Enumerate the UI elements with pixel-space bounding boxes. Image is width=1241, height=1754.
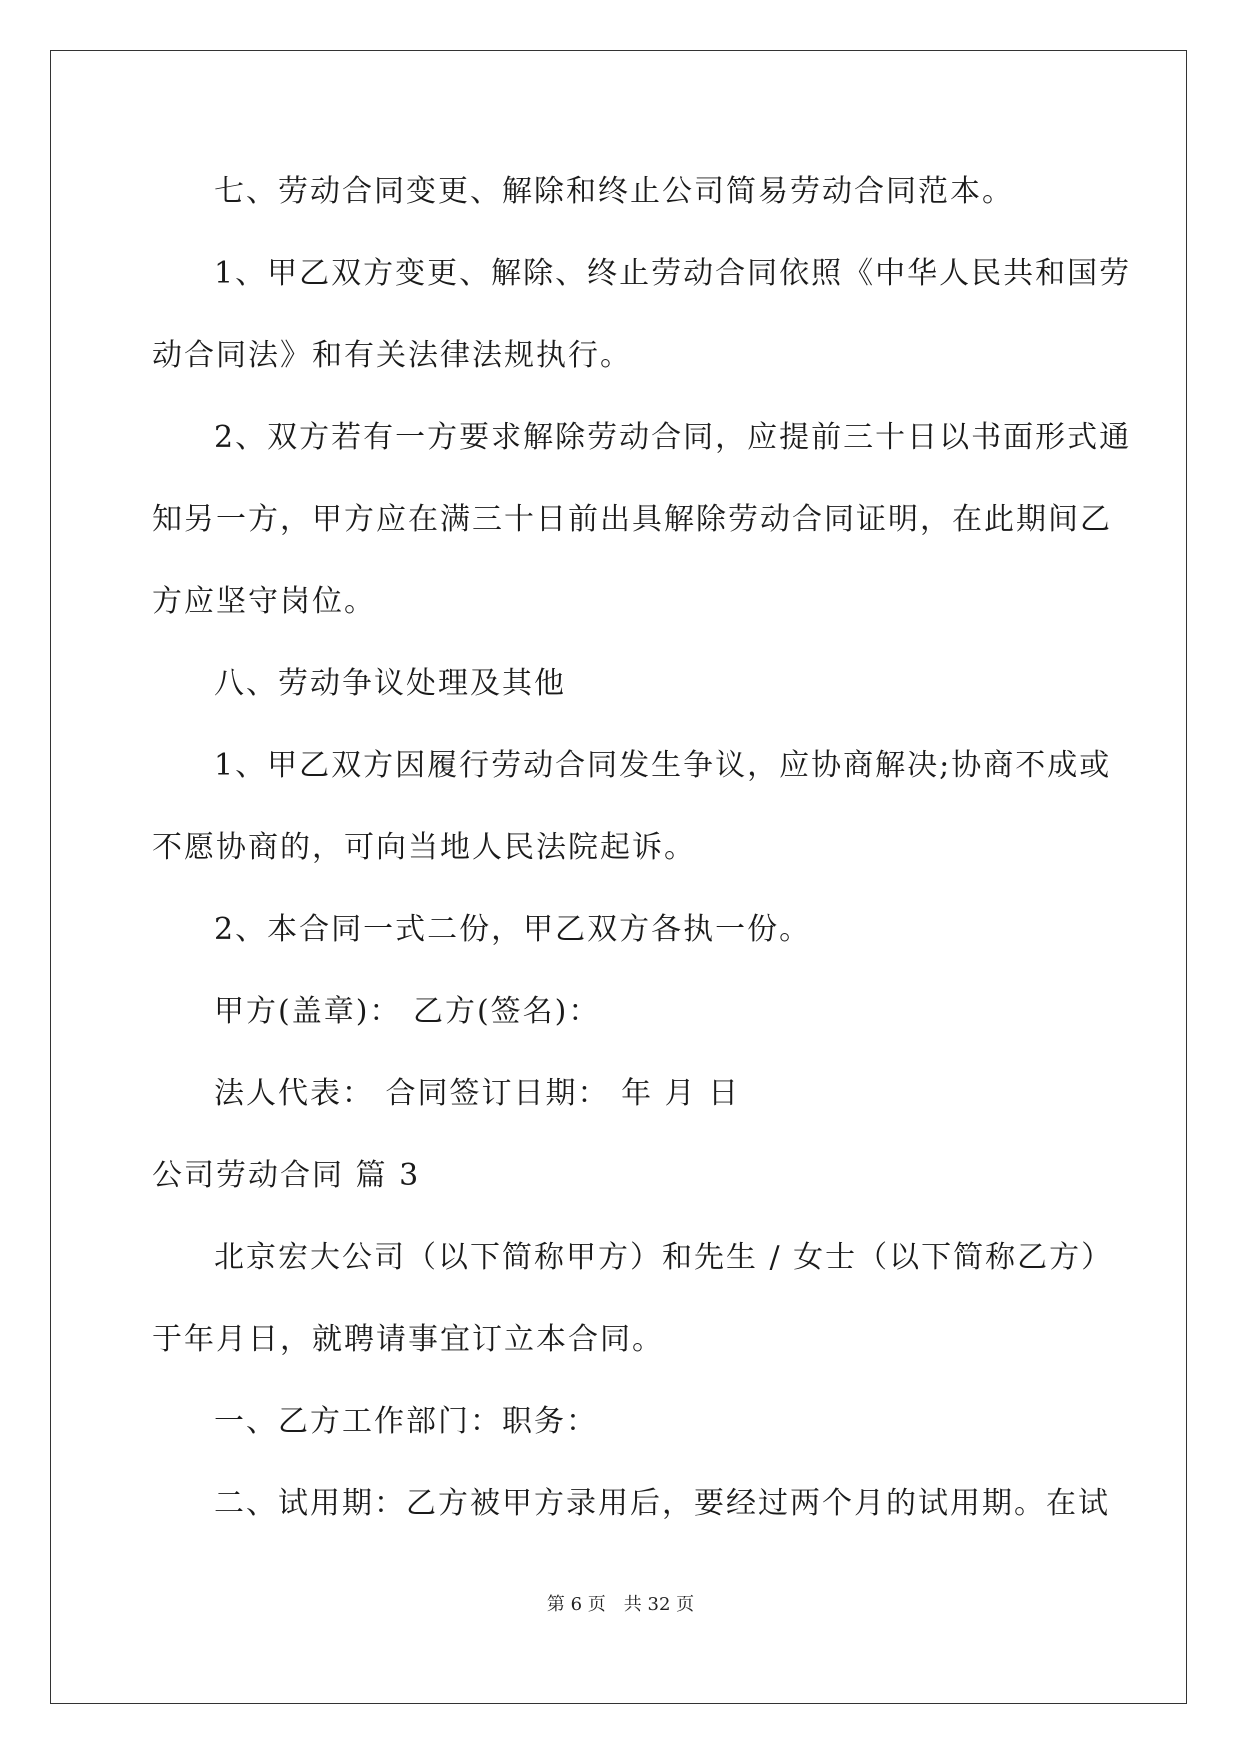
paragraph-line: 2、本合同一式二份，甲乙双方各执一份。: [214, 912, 812, 947]
paragraph-line: 知另一方，甲方应在满三十日前出具解除劳动合同证明，在此期间乙: [152, 502, 1112, 537]
clause-8-heading: 八、劳动争议处理及其他: [214, 666, 566, 701]
page-total: 共 32 页: [623, 1594, 695, 1615]
section-title: 公司劳动合同 篇 3: [152, 1158, 421, 1193]
paragraph-line: 二、试用期：乙方被甲方录用后，要经过两个月的试用期。在试: [214, 1486, 1110, 1521]
paragraph-line: 2、双方若有一方要求解除劳动合同，应提前三十日以书面形式通: [214, 420, 1132, 455]
paragraph-line: 1、甲乙双方变更、解除、终止劳动合同依照《中华人民共和国劳: [214, 256, 1132, 291]
paragraph-line: 不愿协商的，可向当地人民法院起诉。: [152, 830, 696, 865]
paragraph-line: 动合同法》和有关法律法规执行。: [152, 338, 632, 373]
paragraph-line: 方应坚守岗位。: [152, 584, 376, 619]
paragraph-line: 北京宏大公司（以下简称甲方）和先生 / 女士（以下简称乙方）: [214, 1240, 1114, 1275]
signature-line-parties: 甲方(盖章)： 乙方(签名)：: [214, 994, 601, 1029]
paragraph-line: 一、乙方工作部门：职务：: [214, 1404, 598, 1439]
page-footer: [0, 1593, 1241, 1617]
signature-line-date: 法人代表： 合同签订日期： 年 月 日: [214, 1076, 741, 1111]
paragraph-line: 于年月日，就聘请事宜订立本合同。: [152, 1322, 664, 1357]
page-border: [50, 50, 1187, 1704]
page-number: 第 6 页: [546, 1594, 606, 1615]
clause-7-heading: 七、劳动合同变更、解除和终止公司简易劳动合同范本。: [214, 174, 1014, 209]
paragraph-line: 1、甲乙双方因履行劳动合同发生争议，应协商解决;协商不成或: [214, 748, 1112, 783]
